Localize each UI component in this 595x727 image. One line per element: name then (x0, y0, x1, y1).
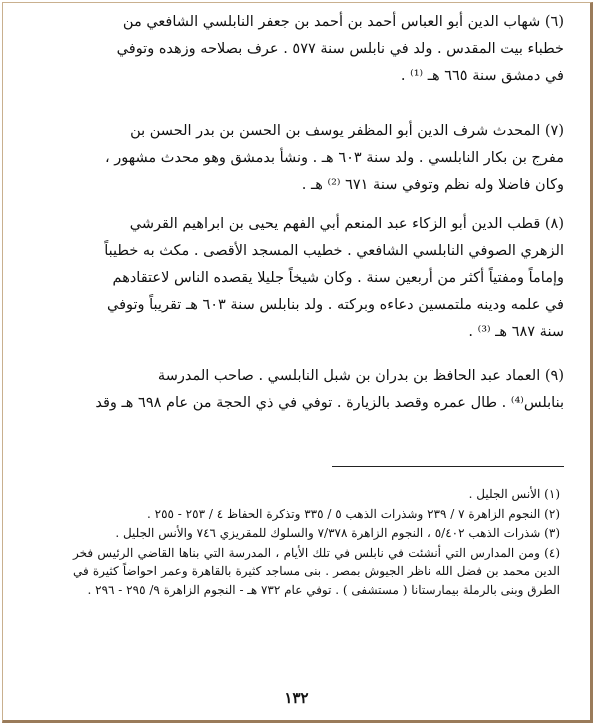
footnote-divider (332, 466, 564, 467)
entry-line: (٩) العماد عبد الحافظ بن بدران بن شبل النابلسي . صاحب المدرسة (157, 368, 564, 384)
entry-line: (٧) المحدث شرف الدين أبو المظفر يوسف بن الحسن بن بدر الحسن بن (130, 123, 564, 139)
page-number: ١٣٢ (284, 689, 309, 707)
entry-line: الزهري الصوفي النابلسي الشافعي . خطيب المسجد الأقصى . مكث به خطيباً (104, 243, 564, 259)
footnote-3: (٣) شذرات الذهب ٥/٤٠٢ ، النجوم الزاهرة ٧/٣٧٨ والسلوك للمقريزي ٧٤٦ والأنس الجليل . (115, 526, 560, 540)
footnote-1: (١) الأنس الجليل . (468, 487, 560, 501)
footnotes (73, 485, 560, 600)
entry-8 (77, 211, 564, 346)
entry-9 (77, 363, 564, 417)
footnote-2: (٢) النجوم الزاهرة ٧ / ٢٣٩ وشذرات الذهب ٥ / ٣٣٥ وتذكرة الحفاظ ٤ / ٢٥٣ - ٢٥٥ . (147, 506, 560, 521)
footnote-4: (٤) ومن المدارس التي أنشئت في نابلس في تلك الأيام ، المدرسة التي بناها القاضي الرئيس فخر الدين محمد بن فضل الله ناظر الجيوش بمصر . بنى مساجد كثيرة بالقاهرة وعمر احواضاً كثيرة في الطرق وبنى بالرملة بيمارستانا ( مستشفى ) . توفي عام ٧٣٢ هـ - النجوم الزاهرة ٩/ ٢٩٥ - ٢٩٦ . (73, 545, 560, 597)
entry-line: في علمه ودينه ملتمسين دعاءه وبركته . ولد بنابلس سنة ٦٠٣ هـ تقريباً وتوفي (106, 297, 564, 313)
entry-line: خطباء بيت المقدس . ولد في نابلس سنة ٥٧٧ . عرف بصلاحه وزهده وتوفي (116, 41, 564, 57)
entry-line: مفرج بن بكار النابلسي . ولد سنة ٦٠٣ هـ . ونشأ بدمشق وهو محدث مشهور ، (105, 150, 564, 166)
entry-line: (٨) قطب الدين أبو الزكاء عبد المنعم أبي الفهم يحيى بن ابراهيم القرشي (129, 216, 564, 232)
entry-line: (٦) شهاب الدين أبو العباس أحمد بن أحمد بن جعفر النابلسي الشافعي من (122, 14, 564, 30)
entry-6 (77, 9, 564, 90)
book-page (2, 2, 593, 723)
entry-line: في دمشق سنة ٦٦٥ هـ ⁽¹⁾ . (400, 68, 564, 84)
entry-line: وإماماً ومفتياً أكثر من أربعين سنة . وكان شيخاً جليلا يقصده الناس لاعتقادهم (112, 270, 564, 286)
entry-line: وكان فاضلا وله نظم وتوفي سنة ٦٧١ ⁽²⁾ هـ . (301, 177, 564, 193)
entry-line: بنابلس⁽⁴⁾ . طال عمره وقصد بالزيارة . توفي في ذي الحجة من عام ٦٩٨ هـ وقد (95, 395, 564, 411)
entry-7 (77, 118, 564, 199)
entry-line: سنة ٦٨٧ هـ ⁽³⁾ . (468, 324, 564, 340)
